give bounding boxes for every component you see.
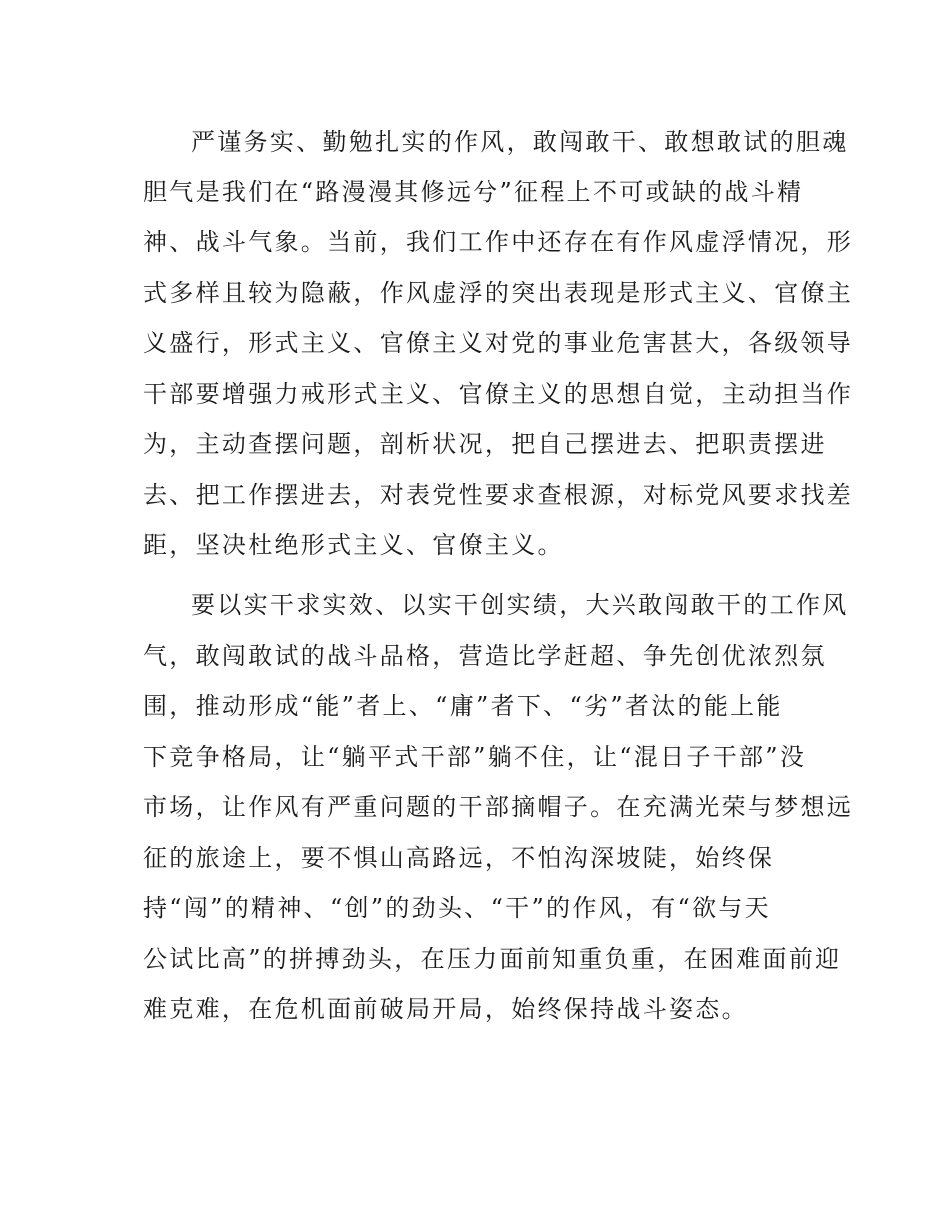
text-line: 公试比高”的拼搏劲头，在压力面前知重负重，在困难面前迎 bbox=[143, 945, 842, 973]
text-line: 要以实干求实效、以实干创实绩，大兴敢闯敢干的工作风 bbox=[191, 591, 849, 619]
text-line: 式多样且较为隐蔽，作风虚浮的突出表现是形式主义、官僚主 bbox=[143, 279, 854, 307]
text-line: 为，主动查摆问题，剖析状况，把自己摆进去、把职责摆进 bbox=[143, 430, 827, 458]
text-line: 征的旅途上，要不惧山高路远，不怕沟深坡陡，始终保 bbox=[143, 844, 775, 872]
text-line: 难克难，在危机面前破局开局，始终保持战斗姿态。 bbox=[143, 995, 748, 1023]
text-line: 距，坚决杜绝形式主义、官僚主义。 bbox=[143, 531, 564, 559]
text-line: 气，敢闯敢试的战斗品格，营造比学赶超、争先创优浓烈氛 bbox=[143, 642, 827, 670]
text-line: 市场，让作风有严重问题的干部摘帽子。在充满光荣与梦想远 bbox=[143, 793, 854, 821]
text-line: 义盛行，形式主义、官僚主义对党的事业危害甚大，各级领导 bbox=[143, 329, 854, 357]
text-line: 持“闯”的精神、“创”的劲头、“干”的作风，有“欲与天 bbox=[143, 894, 771, 922]
text-line: 干部要增强力戒形式主义、官僚主义的思想自觉，主动担当作 bbox=[143, 380, 854, 408]
text-line: 去、把工作摆进去，对表党性要求查根源，对标党风要求找差 bbox=[143, 481, 854, 509]
text-line: 神、战斗气象。当前，我们工作中还存在有作风虚浮情况，形 bbox=[143, 228, 854, 256]
text-line: 下竞争格局，让“躺平式干部”躺不住，让“混日子干部”没 bbox=[143, 743, 807, 771]
text-line: 围，推动形成“能”者上、“庸”者下、“劣”者汰的能上能 bbox=[143, 692, 783, 720]
text-line: 严谨务实、勤勉扎实的作风，敢闯敢干、敢想敢试的胆魂 bbox=[191, 128, 849, 156]
text-line: 胆气是我们在“路漫漫其修远兮”征程上不可或缺的战斗精 bbox=[143, 178, 804, 206]
